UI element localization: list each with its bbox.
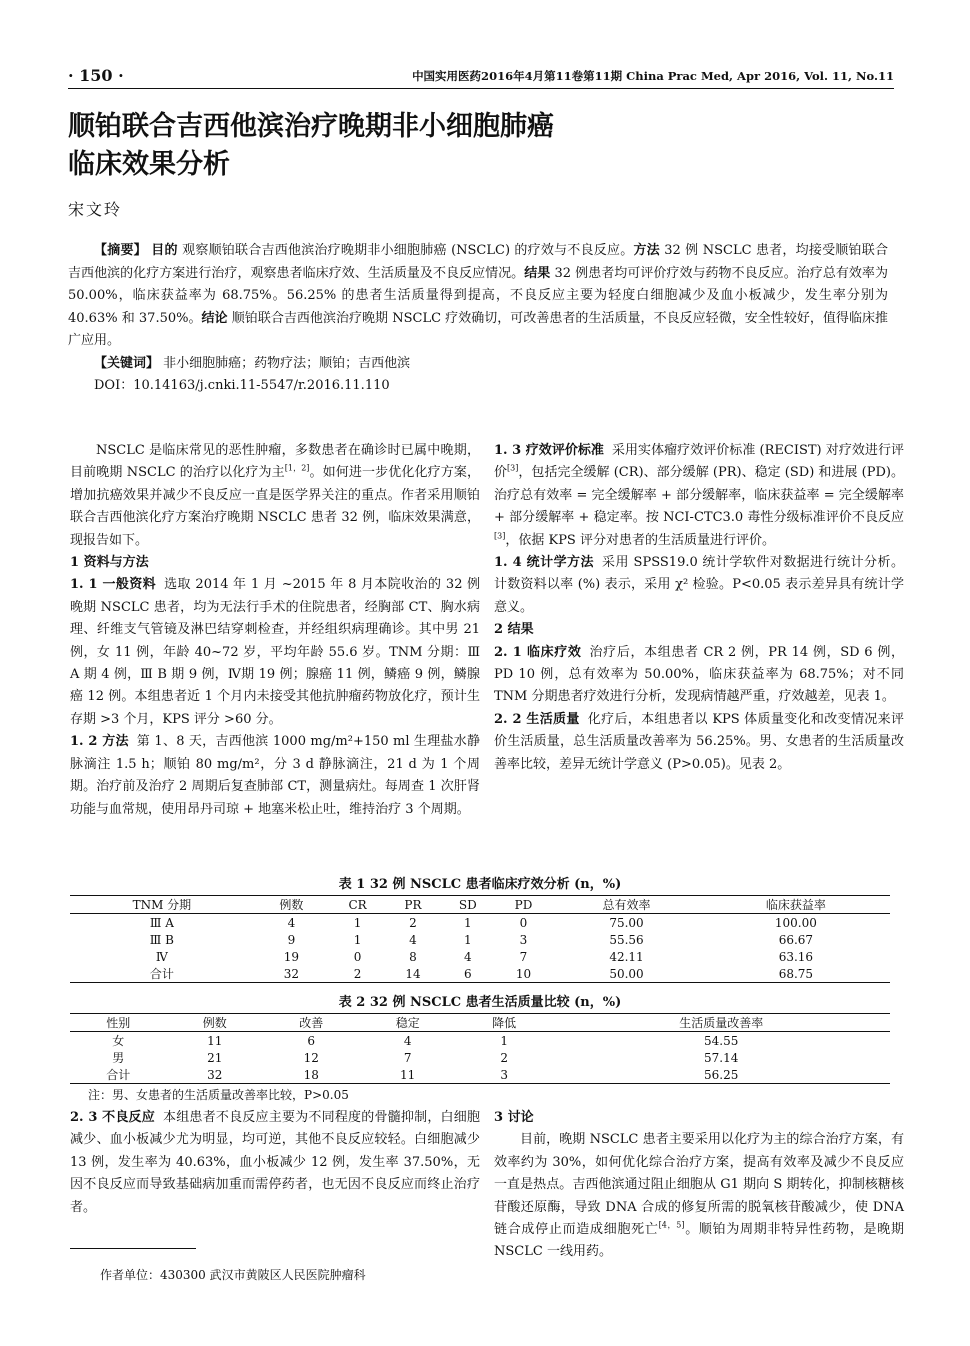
- section-2-3: [70, 1107, 480, 1219]
- section-1-4-text: 采用 SPSS19.0 统计学软件对数据进行统计分析。计数资料以率 (%) 表示，采用 χ² 检验。P<0.05 表示差异具有统计学意义。: [494, 555, 904, 615]
- running-header: [68, 66, 894, 86]
- table-2-body: [70, 1032, 890, 1084]
- citation-3a: [3]: [507, 464, 519, 474]
- table-row: [70, 1049, 890, 1066]
- table-row: [70, 914, 890, 932]
- table-row: [70, 948, 890, 965]
- table-cell: 55.56: [609, 932, 644, 947]
- section-2-2-heading: 2. 2 生活质量: [494, 711, 580, 727]
- table-row: [70, 965, 890, 983]
- section-2-2: [494, 709, 904, 776]
- section-1-2-text: 第 1、8 天，吉西他滨 1000 mg/m²+150 ml 生理盐水静脉滴注 1.5 h；顺铂 80 mg/m²，分 3 d 静脉滴注，21 d 为 1 个周期。治疗前及治疗 2 周期后复查肺部 CT，测量病灶。每周查 1 次肝肾功能与血常规，使用昂丹司琼 + 地塞米松止吐，维持治疗 3 个周期。: [70, 734, 481, 817]
- column-header: 稳定: [359, 1014, 455, 1032]
- table-cell: 32: [254, 965, 329, 983]
- section-1-3-text-2: ，包括完全缓解 (CR)、部分缓解 (PR)、稳定 (SD) 和进展 (PD)。治疗总有效率 = 完全缓解率 + 部分缓解率，临床获益率 = 完全缓解率 + 部分缓解率 + 稳定率。按 NCI-CTC3.0 毒性分级标准评价不良反应: [494, 465, 904, 526]
- table-cell: 3: [456, 1066, 552, 1084]
- table-cell: 21: [207, 1050, 223, 1065]
- table-2-caption: 表 2 32 例 NSCLC 患者生活质量比较 (n，%): [338, 995, 622, 1010]
- table-cell: Ⅳ: [155, 949, 168, 964]
- section-2-1-text: 治疗后，本组患者 CR 2 例，PR 14 例，SD 6 例，PD 10 例，总有效率为 50.00%，临床获益率为 68.75%；对不同 TNM 分期患者疗效进行分析，发现病情越严重，疗效越差，见表 1。: [494, 644, 905, 705]
- methods-text: 32 例 NSCLC 患者，均接受顺铂联合吉西他滨的化疗方案进行治疗，观察患者临床疗效、生活质量及不良反应情况。: [68, 243, 888, 281]
- title-line-2: 临床效果分析: [68, 149, 230, 180]
- table-cell: 63.16: [778, 949, 814, 964]
- citation-1-2: [1，2]: [284, 464, 310, 474]
- table-cell: 女: [112, 1034, 125, 1048]
- abstract: [68, 240, 888, 398]
- column-header: 例数: [254, 896, 329, 914]
- column-header: PR: [386, 896, 440, 914]
- table-cell: 57.14: [704, 1050, 739, 1065]
- table-cell: 0: [519, 915, 528, 930]
- table-cell: 1: [353, 915, 362, 930]
- table-cell: 11: [207, 1033, 223, 1048]
- keywords: [68, 353, 888, 376]
- table-2: [70, 1013, 890, 1084]
- footnote-rule: [70, 1248, 196, 1249]
- table-cell: 4: [287, 915, 296, 930]
- page-number: · 150 ·: [68, 66, 124, 85]
- table-cell: 32: [166, 1066, 262, 1084]
- table-cell: 19: [283, 949, 300, 964]
- table-cell: 42.11: [609, 949, 644, 964]
- title-line-1: 顺铂联合吉西他滨治疗晚期非小细胞肺癌: [68, 111, 554, 142]
- table-cell: 合计: [70, 1066, 166, 1084]
- section-1-4-heading: 1. 4 统计学方法: [494, 555, 594, 571]
- table-cell: 18: [263, 1066, 359, 1084]
- conclusion-text: 顺铂联合吉西他滨治疗晚期 NSCLC 疗效确切，可改善患者的生活质量，不良反应轻微，安全性较好，值得临床推广应用。: [68, 310, 888, 348]
- author-affiliation: 作者单位：430300 武汉市黄陂区人民医院肿瘤科: [100, 1268, 366, 1282]
- table-cell: 1: [500, 1033, 508, 1048]
- keywords-label: 【关键词】: [94, 355, 160, 371]
- table-cell: 1: [463, 915, 472, 930]
- section-1-3-text-3: ，依据 KPS 评分对患者的生活质量进行评价。: [505, 532, 775, 548]
- section-1-2-heading: 1. 2 方法: [70, 734, 129, 750]
- table-cell: 4: [463, 949, 472, 964]
- column-header: TNM 分期: [70, 896, 254, 914]
- section-1-1: [70, 574, 480, 731]
- section-2-heading: 2 结果: [494, 622, 534, 638]
- citation-4-5: [4，5]: [658, 1220, 685, 1230]
- table-cell: 7: [519, 949, 528, 964]
- table-cell: 8: [409, 949, 417, 964]
- section-2-1-heading: 2. 1 临床疗效: [494, 644, 582, 660]
- table-cell: 56.25: [552, 1066, 890, 1084]
- section-3-heading: 3 讨论: [494, 1110, 534, 1125]
- objective-label: 目的: [151, 243, 178, 258]
- table-cell: 6: [307, 1033, 316, 1048]
- table-cell: 2: [329, 965, 386, 983]
- table-cell: 0: [353, 949, 362, 964]
- table-cell: 1: [353, 932, 362, 947]
- table-1-header-row: [70, 896, 890, 914]
- table-cell: 合计: [70, 965, 254, 983]
- section-1-1-heading: 1. 1 一般资料: [70, 577, 157, 593]
- table-row: [70, 1032, 890, 1050]
- table-cell: Ⅲ A: [149, 915, 174, 930]
- doi: DOI：10.14163/j.cnki.11-5547/r.2016.11.110: [94, 378, 390, 393]
- abstract-label: 【摘要】: [94, 243, 147, 258]
- header-rule: [68, 88, 894, 89]
- table-cell: 75.00: [609, 915, 644, 930]
- table-cell: 7: [403, 1050, 412, 1065]
- column-header: 临床获益率: [702, 896, 890, 914]
- section-3-text: 目前，晚期 NSCLC 患者主要采用以化疗为主的综合治疗方案，有效率约为 30%，如何优化综合治疗方案，提高有效率及减少不良反应一直是热点。吉西他滨通过阻止细胞从 G1 期向 S 期转化，抑制核糖核苷酸还原酶，导致 DNA 合成的修复所需的脱氧核苷酸减少，使 DNA 链合成停止而造成细胞死亡: [494, 1132, 904, 1238]
- table-cell: 50.00: [551, 965, 702, 983]
- table-cell: 68.75: [702, 965, 890, 983]
- results-text: 32 例患者均可评价疗效与药物不良反应。治疗总有效率为 50.00%，临床获益率为 68.75%。56.25% 的患者生活质量得到提高，不良反应主要为轻度白细胞减少及血小板减少，发生率分别为 40.63% 和 37.50%。: [68, 265, 888, 326]
- conclusion-label: 结论: [201, 310, 228, 326]
- results-label: 结果: [524, 265, 551, 281]
- abstract-body: [68, 240, 888, 353]
- column-header: CR: [329, 896, 386, 914]
- table-1: [70, 895, 890, 983]
- table-cell: 10: [496, 965, 552, 983]
- column-header: SD: [440, 896, 496, 914]
- column-header: 生活质量改善率: [552, 1014, 890, 1032]
- intro-text: NSCLC 是临床常见的恶性肿瘤，多数患者在确诊时已属中晚期，目前晚期 NSCLC 的治疗以化疗为主: [70, 443, 480, 481]
- table-cell: 4: [409, 932, 417, 947]
- table-cell: 4: [403, 1033, 412, 1048]
- section-1-3: [494, 440, 904, 552]
- article-title: [68, 108, 668, 184]
- section-1-3-heading: 1. 3 疗效评价标准: [494, 443, 604, 458]
- body-column-left: [70, 440, 480, 821]
- section-2-2-text: 化疗后，本组患者以 KPS 体质量变化和改变情况来评价生活质量，总生活质量改善率为 56.25%。男、女患者的生活质量改善率比较，差异无统计学意义 (P>0.05)。见表 2。: [494, 711, 904, 772]
- table-cell: Ⅲ B: [149, 932, 174, 947]
- table-cell: 2: [409, 915, 417, 930]
- table-cell: 100.00: [774, 915, 817, 930]
- table-cell: 54.55: [704, 1033, 739, 1048]
- section-1-2: [70, 731, 480, 821]
- table-2-header-row: [70, 1014, 890, 1032]
- table-cell: 6: [440, 965, 496, 983]
- table-cell: 2: [500, 1050, 508, 1065]
- section-3-text-2: 。顺铂为周期非特异性药物，是晚期 NSCLC 一线用药。: [494, 1222, 904, 1260]
- keywords-text: 非小细胞肺癌；药物疗法；顺铂；吉西他滨: [163, 355, 411, 371]
- citation-3b: [3]: [494, 531, 506, 541]
- column-header: 例数: [166, 1014, 262, 1032]
- column-header: 降低: [456, 1014, 552, 1032]
- table-row: [70, 1066, 890, 1084]
- column-header: 总有效率: [551, 896, 702, 914]
- table-2-note: 注：男、女患者的生活质量改善率比较，P>0.05: [88, 1088, 349, 1102]
- body-column-right: [494, 440, 904, 776]
- objective-text: 观察顺铂联合吉西他滨治疗晚期非小细胞肺癌 (NSCLC) 的疗效与不良反应。: [182, 243, 634, 258]
- section-1-1-text: 选取 2014 年 1 月 ~2015 年 8 月本院收治的 32 例晚期 NSCLC 患者，均为无法行手术的住院患者，经胸部 CT、胸水病理、纤维支气管镜及淋巴结穿刺检查，并经组织病理确诊。其中男 21 例，女 11 例，年龄 40~72 岁，平均年龄 55.6 岁。TNM 分期：Ⅲ A 期 4 例，Ⅲ B 期 9 例，Ⅳ期 19 例；腺癌 11 例，鳞癌 9 例，鳞腺癌 12 例。本组患者近 1 个月内未接受其他抗肿瘤药物放化疗，预计生存期 >3 个月，KPS 评分 >60 分。: [70, 577, 481, 727]
- table-cell: 14: [386, 965, 440, 983]
- body-column-right-lower: [494, 1107, 904, 1264]
- table-cell: 11: [359, 1066, 455, 1084]
- table-1-caption: 表 1 32 例 NSCLC 患者临床疗效分析 (n，%): [338, 877, 622, 892]
- table-cell: 男: [112, 1051, 125, 1065]
- table-cell: 3: [519, 932, 528, 947]
- journal-citation: 中国实用医药2016年4月第11卷第11期 China Prac Med, Apr 2016, Vol. 11, No.11: [412, 69, 894, 83]
- section-3-paragraph: [494, 1129, 904, 1263]
- section-1-3-text: 采用实体瘤疗效评价标准 (RECIST) 对疗效进行评价: [494, 443, 904, 481]
- column-header: 性别: [70, 1014, 166, 1032]
- table-cell: 9: [287, 932, 296, 947]
- section-2-1: [494, 642, 904, 709]
- section-1-heading: 1 资料与方法: [70, 555, 149, 571]
- section-2-3-heading: 2. 3 不良反应: [70, 1110, 155, 1125]
- intro-paragraph: [70, 440, 480, 552]
- table-cell: 1: [463, 932, 472, 947]
- table-cell: 66.67: [778, 932, 814, 947]
- methods-label: 方法: [633, 243, 660, 258]
- body-column-left-lower: [70, 1107, 480, 1219]
- section-2-3-text: 本组患者不良反应主要为不同程度的骨髓抑制，白细胞减少、血小板减少尤为明显，均可逆，其他不良反应较轻。白细胞减少 13 例，发生率为 40.63%，血小板减少 12 例，发生率 37.50%，无因不良反应而导致基础病加重而需停药者，也无因不良反应而终止治疗者。: [70, 1110, 480, 1215]
- column-header: 改善: [263, 1014, 359, 1032]
- section-1-4: [494, 552, 904, 619]
- column-header: PD: [496, 896, 552, 914]
- intro-text-2: 。如何进一步优化化疗方案，增加抗癌效果并减少不良反应一直是医学界关注的重点。作者采用顺铂联合吉西他滨化疗方案治疗晚期 NSCLC 患者 32 例，临床效果满意，现报告如下。: [70, 465, 480, 548]
- table-cell: 12: [303, 1050, 319, 1065]
- table-1-body: [70, 914, 890, 983]
- author-name: 宋文玲: [68, 200, 123, 219]
- table-row: [70, 931, 890, 948]
